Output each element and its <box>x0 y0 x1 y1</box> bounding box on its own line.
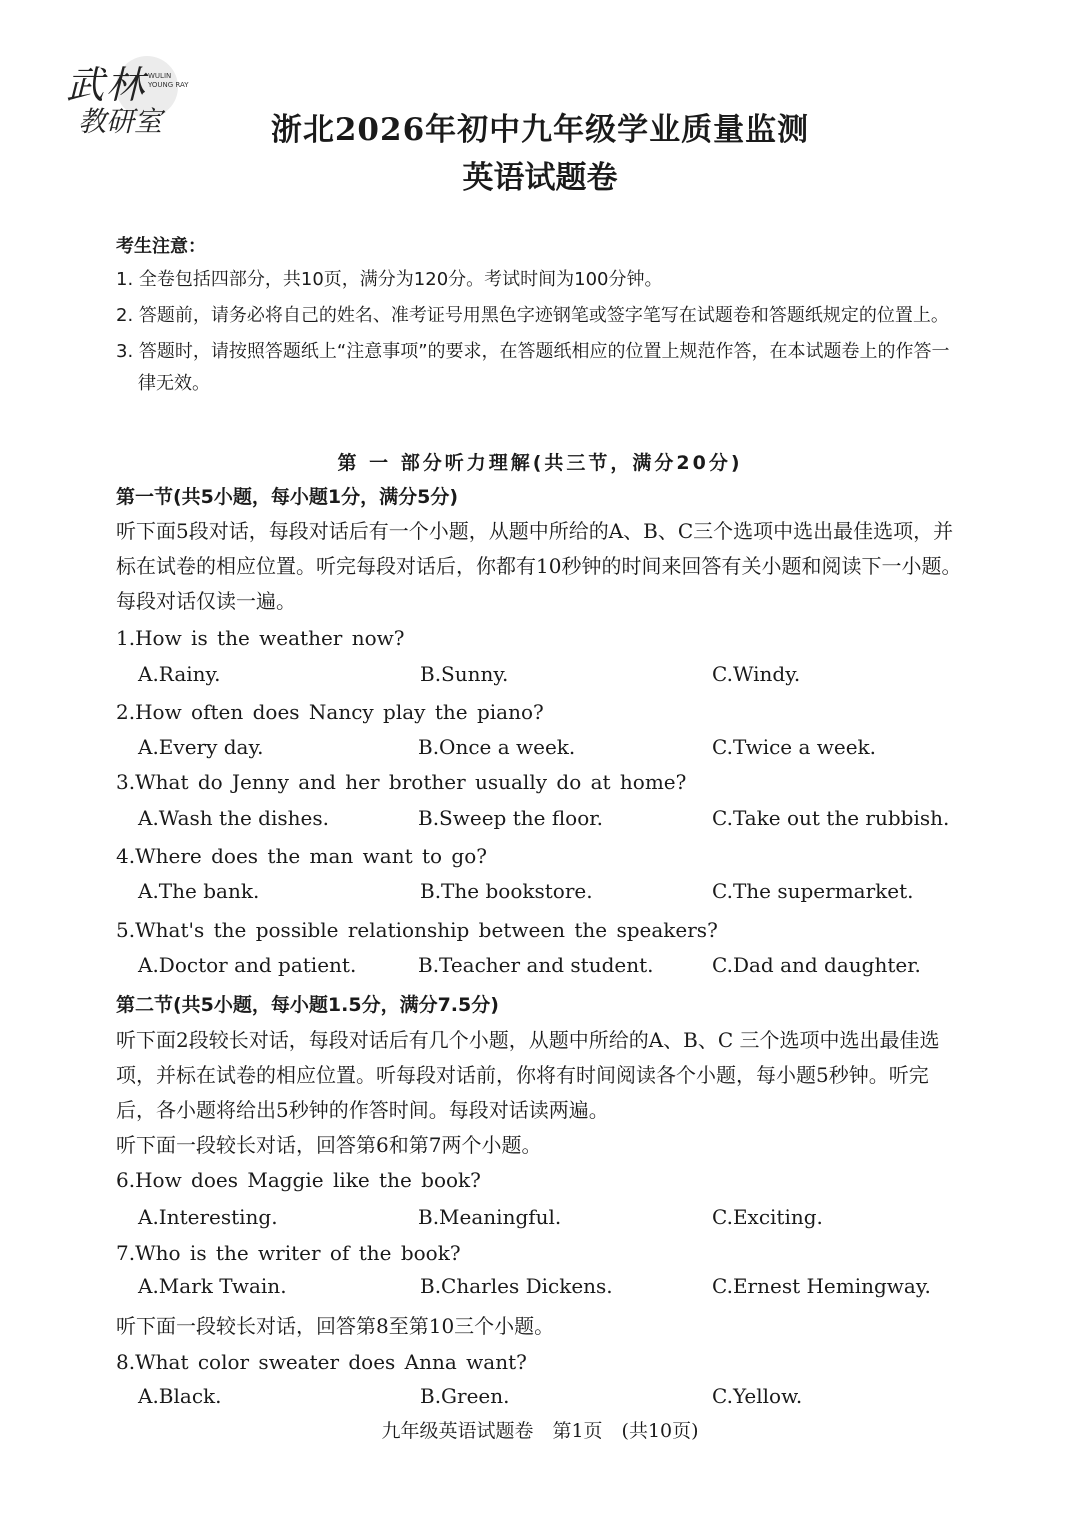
q3-option-b: B.Sweep the floor. <box>418 806 603 830</box>
q3-option-a: A.Wash the dishes. <box>138 806 329 830</box>
notice-block <box>116 232 966 400</box>
section2-title: 第二节(共5小题，每小题1.5分，满分7.5分) <box>116 994 499 1016</box>
q5-option-a: A.Doctor and patient. <box>138 953 357 977</box>
q6-option-b: B.Meaningful. <box>418 1205 562 1229</box>
q2-option-b: B.Once a week. <box>418 735 576 759</box>
q4-option-c: C.The supermarket. <box>712 879 914 903</box>
logo-main-text: 武林 <box>66 63 147 107</box>
q8-option-c: C.Yellow. <box>712 1384 803 1408</box>
q1-option-a: A.Rainy. <box>138 662 221 686</box>
logo-tag-line1: WULIN <box>148 72 172 80</box>
question-3: 3.What do Jenny and her brother usually do at home? <box>116 770 687 794</box>
q3-option-c: C.Take out the rubbish. <box>712 806 950 830</box>
notice-item-1: 1. 全卷包括四部分，共10页，满分为120分。考试时间为100分钟。 <box>116 269 663 290</box>
q1-option-c: C.Windy. <box>712 662 801 686</box>
notice-item-3: 3. 答题时，请按照答题纸上“注意事项”的要求，在答题纸相应的位置上规范作答，在本试题卷上的作答一律无效。 <box>116 341 950 394</box>
logo-tag <box>148 72 189 90</box>
q5-option-b: B.Teacher and student. <box>418 953 654 977</box>
page-footer: 九年级英语试题卷 第1页 (共10页) <box>381 1420 699 1442</box>
question-4: 4.Where does the man want to go? <box>116 844 487 868</box>
q2-option-c: C.Twice a week. <box>712 735 877 759</box>
q6-option-a: A.Interesting. <box>138 1205 278 1229</box>
q6-option-c: C.Exciting. <box>712 1205 823 1229</box>
q8-option-a: A.Black. <box>138 1384 222 1408</box>
notice-heading: 考生注意： <box>116 236 206 257</box>
q8-option-b: B.Green. <box>420 1384 510 1408</box>
q7-option-b: B.Charles Dickens. <box>420 1274 613 1298</box>
dialog1-intro: 听下面一段较长对话，回答第6和第7两个小题。 <box>116 1133 542 1157</box>
q4-option-a: A.The bank. <box>138 879 260 903</box>
q7-option-c: C.Ernest Hemingway. <box>712 1274 931 1298</box>
question-2: 2.How often does Nancy play the piano? <box>116 700 544 724</box>
logo-sub-text: 教研室 <box>78 105 163 138</box>
question-7: 7.Who is the writer of the book? <box>116 1241 461 1265</box>
section1-instructions: 听下面5段对话，每段对话后有一个小题，从题中所给的A、B、C三个选项中选出最佳选项，并标在试卷的相应位置。听完每段对话后，你都有10秒钟的时间来回答有关小题和阅读下一小题。每段对话仅读一遍。 <box>116 519 962 613</box>
section2-instructions: 听下面2段较长对话，每段对话后有几个小题，从题中所给的A、B、C 三个选项中选出最佳选项，并标在试卷的相应位置。听每段对话前，你将有时间阅读各个小题，每小题5秒钟。听完后，各小题将给出5秒钟的作答时间。每段对话读两遍。 <box>116 1028 940 1122</box>
question-1: 1.How is the weather now? <box>116 626 405 650</box>
q7-option-a: A.Mark Twain. <box>138 1274 287 1298</box>
notice-item-2: 2. 答题前，请务必将自己的姓名、准考证号用黑色字迹钢笔或签字笔写在试题卷和答题纸规定的位置上。 <box>116 305 949 326</box>
q2-option-a: A.Every day. <box>138 735 264 759</box>
q4-option-b: B.The bookstore. <box>420 879 593 903</box>
part1-title: 第 一 部分听力理解(共三节，满分20分) <box>337 452 743 474</box>
question-8: 8.What color sweater does Anna want? <box>116 1350 527 1374</box>
exam-subtitle: 英语试题卷 <box>462 160 618 196</box>
logo-tag-line2: YOUNG RAY <box>148 81 189 89</box>
section1-title: 第一节(共5小题，每小题1分，满分5分) <box>116 486 459 508</box>
q5-option-c: C.Dad and daughter. <box>712 953 921 977</box>
dialog2-intro: 听下面一段较长对话，回答第8至第10三个小题。 <box>116 1314 555 1338</box>
q1-option-b: B.Sunny. <box>420 662 509 686</box>
question-5: 5.What's the possible relationship between the speakers? <box>116 918 718 942</box>
exam-title: 浙北2026年初中九年级学业质量监测 <box>270 112 810 148</box>
question-6: 6.How does Maggie like the book? <box>116 1168 481 1192</box>
